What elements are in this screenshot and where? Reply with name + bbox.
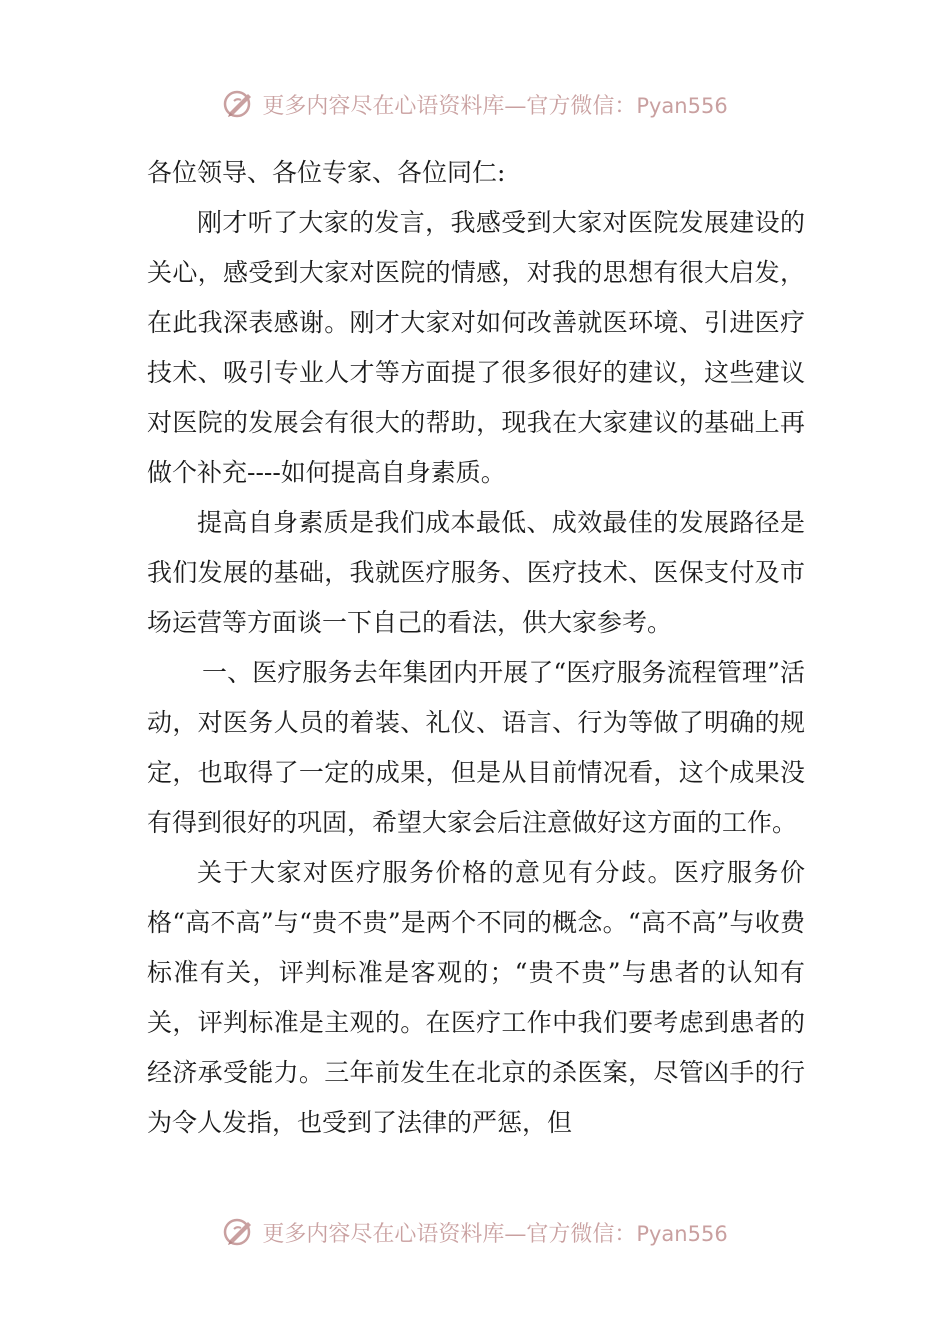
watermark-text-cn: 更多内容尽在心语资料库—官方微信： [262,93,637,119]
paragraph: 刚才听了大家的发言，我感受到大家对医院发展建设的关心，感受到大家对医院的情感，对我的思想有很大启发，在此我深表感谢。刚才大家对如何改善就医环境、引进医疗技术、吸引专业人才等方面提了很多很好的建议，这些建议对医院的发展会有很大的帮助，现我在大家建议的基础上再做个补充----如何提高自身素质。 [147,208,805,487]
salutation: 各位领导、各位专家、各位同仁: [147,158,506,187]
pen-logo-icon [222,1215,256,1249]
watermark-text [262,89,727,120]
paragraph: 提高自身素质是我们成本最低、成效最佳的发展路径是我们发展的基础，我就医疗服务、医疗技术、医保支付及市场运营等方面谈一下自己的看法，供大家参考。 [147,508,805,637]
watermark-text-latin: Pyan556 [636,1221,728,1246]
paragraph-section-one: 一、医疗服务去年集团内开展了“医疗服务流程管理”活动，对医务人员的着装、礼仪、语言、行为等做了明确的规定，也取得了一定的成果，但是从目前情况看，这个成果没有得到很好的巩固，希望大家会后注意做好这方面的工作。 [147,658,805,837]
pen-logo-icon [222,87,256,121]
watermark-text-cn: 更多内容尽在心语资料库—官方微信： [262,1221,637,1247]
document-body [147,148,805,1148]
watermark-header [0,84,950,124]
watermark-text [262,1217,727,1248]
watermark-footer [0,1212,950,1252]
paragraph: 关于大家对医疗服务价格的意见有分歧。医疗服务价格“高不高”与“贵不贵”是两个不同的概念。“高不高”与收费标准有关，评判标准是客观的；“贵不贵”与患者的认知有关，评判标准是主观的。在医疗工作中我们要考虑到患者的经济承受能力。三年前发生在北京的杀医案，尽管凶手的行为令人发指，也受到了法律的严惩，但 [147,858,805,1137]
watermark-text-latin: Pyan556 [636,93,728,118]
